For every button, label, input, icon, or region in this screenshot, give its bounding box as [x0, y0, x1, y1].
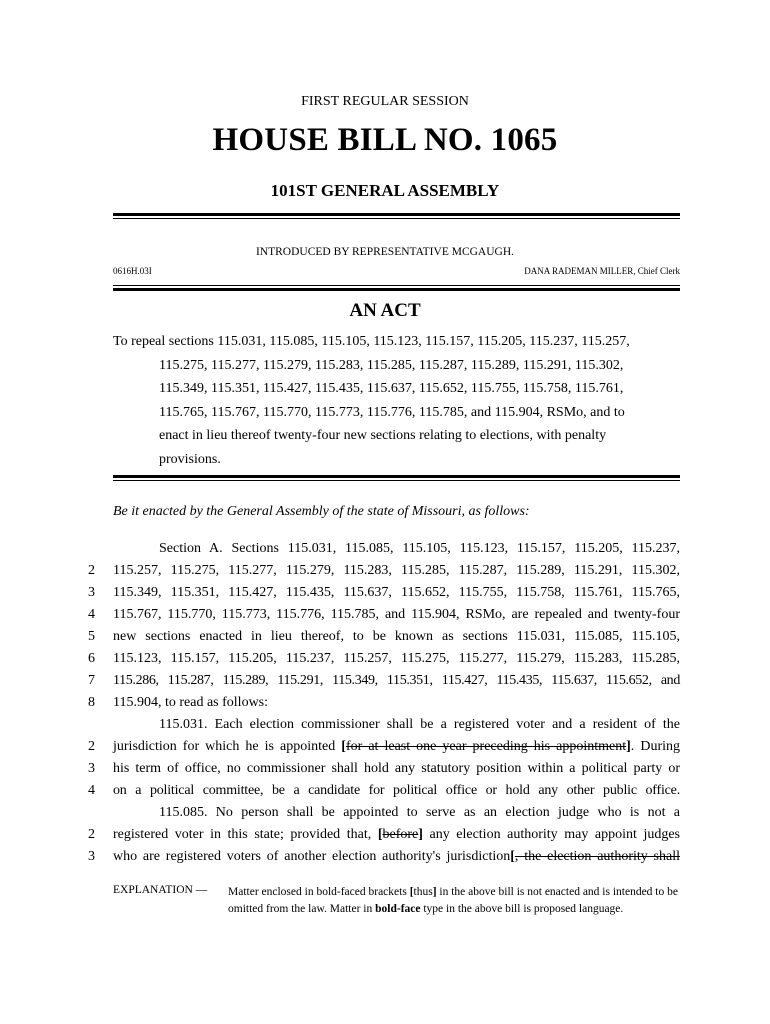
bill-title: HOUSE BILL NO. 1065: [212, 122, 558, 158]
act-heading: AN ACT: [349, 300, 421, 321]
bracket-close: ]: [626, 739, 631, 754]
line-number: 4: [88, 607, 95, 622]
purpose-line: provisions.: [159, 451, 221, 467]
introduced-by: INTRODUCED BY REPRESENTATIVE MCGAUGH.: [255, 246, 515, 258]
line-number: 3: [88, 585, 95, 600]
section-a-line: 8 115.904, to read as follows:: [113, 692, 680, 714]
line-number: 4: [88, 783, 95, 798]
section-115-085-line: 3 who are registered voters of another election authority's jurisdiction[, the election authority shall: [113, 846, 680, 868]
line-number: 7: [88, 673, 95, 688]
section-115-031-line: 115.031. Each election commissioner shall be a registered voter and a resident of the: [159, 717, 680, 732]
section-a-line: 3 115.349, 115.351, 115.427, 115.435, 115.637, 115.652, 115.755, 115.758, 115.761, 115.765,: [113, 582, 680, 604]
line-number: 8: [88, 695, 95, 710]
header-rule-thin: [113, 218, 680, 219]
purpose-line: 115.765, 115.767, 115.770, 115.773, 115.776, 115.785, and 115.904, RSMo, and to: [159, 404, 625, 420]
struck-text: for at least one year preceding his appointment: [345, 739, 627, 754]
purpose-line: enact in lieu thereof twenty-four new sections relating to elections, with penalty: [159, 428, 607, 443]
line-number: 3: [88, 761, 95, 776]
section-115-031-line: 4 on a political committee, be a candidate for political office or hold any other public office.: [113, 780, 680, 802]
purpose-line: To repeal sections 115.031, 115.085, 115.105, 115.123, 115.157, 115.205, 115.237, 115.257,: [113, 334, 630, 349]
bracket-open: [: [377, 827, 383, 842]
section-a-line: 4 115.767, 115.770, 115.773, 115.776, 115.785, and 115.904, RSMo, are repealed and twenty-four: [113, 604, 680, 626]
line-number: 6: [88, 651, 95, 666]
purpose-line: 115.349, 115.351, 115.427, 115.435, 115.637, 115.652, 115.755, 115.758, 115.761,: [159, 381, 624, 396]
purpose-line: 115.275, 115.277, 115.279, 115.283, 115.285, 115.287, 115.289, 115.291, 115.302,: [159, 357, 624, 373]
struck-text: before: [382, 827, 419, 842]
bill-code: 0616H.03I: [113, 266, 152, 276]
section-a-line: Section A. Sections 115.031, 115.085, 115.105, 115.123, 115.157, 115.205, 115.237,: [159, 541, 680, 556]
section-115-085-line: 2 registered voter in this state; provided that, [before] any election authority may appoint judges: [113, 824, 680, 846]
act-rule-thin: [113, 480, 680, 481]
explanation-label: EXPLANATION —: [113, 884, 208, 896]
line-number: 2: [88, 563, 95, 578]
section-115-031-line: 2 jurisdiction for which he is appointed [for at least one year preceding his appointment]. During: [113, 736, 680, 758]
struck-text: , the election authority shall: [514, 849, 680, 864]
act-purpose: [113, 330, 680, 471]
chief-clerk: DANA RADEMAN MILLER, Chief Clerk: [524, 266, 680, 276]
section-a-line: 6 115.123, 115.157, 115.205, 115.237, 115.257, 115.275, 115.277, 115.279, 115.283, 115.285,: [113, 648, 680, 670]
enacting-clause: Be it enacted by the General Assembly of the state of Missouri, as follows:: [113, 504, 530, 519]
line-number: 2: [88, 739, 95, 754]
explanation-text: Matter enclosed in bold-faced brackets [thus] in the above bill is not enacted and is intended to be omitted from the law. Matter in bold-face type in the above bill is proposed language.: [228, 886, 678, 915]
bracket-open: [: [341, 739, 346, 754]
line-number: 5: [88, 629, 95, 644]
act-rule-thick: [113, 475, 680, 478]
line-number: 2: [88, 827, 95, 842]
section-115-031-line: 3 his term of office, no commissioner shall hold any statutory position within a political party or: [113, 758, 680, 780]
bracket-open: [: [510, 849, 515, 864]
clerk-rule-thin: [113, 285, 680, 286]
bracket-close: ]: [418, 827, 423, 842]
line-number: 3: [88, 849, 95, 864]
section-a-line: 5 new sections enacted in lieu thereof, to be known as sections 115.031, 115.085, 115.105,: [113, 626, 680, 648]
section-a-line: 7 115.286, 115.287, 115.289, 115.291, 115.349, 115.351, 115.427, 115.435, 115.637, 115.652, and: [113, 670, 680, 692]
clerk-rule-thick: [113, 288, 680, 291]
section-115-085-line: 115.085. No person shall be appointed to serve as an election judge who is not a: [159, 805, 680, 820]
header-rule-thick: [113, 213, 680, 216]
section-a-line: 2 115.257, 115.275, 115.277, 115.279, 115.283, 115.285, 115.287, 115.289, 115.291, 115.302,: [113, 560, 680, 582]
session-label: FIRST REGULAR SESSION: [301, 94, 469, 109]
assembly-label: 101ST GENERAL ASSEMBLY: [270, 181, 500, 200]
